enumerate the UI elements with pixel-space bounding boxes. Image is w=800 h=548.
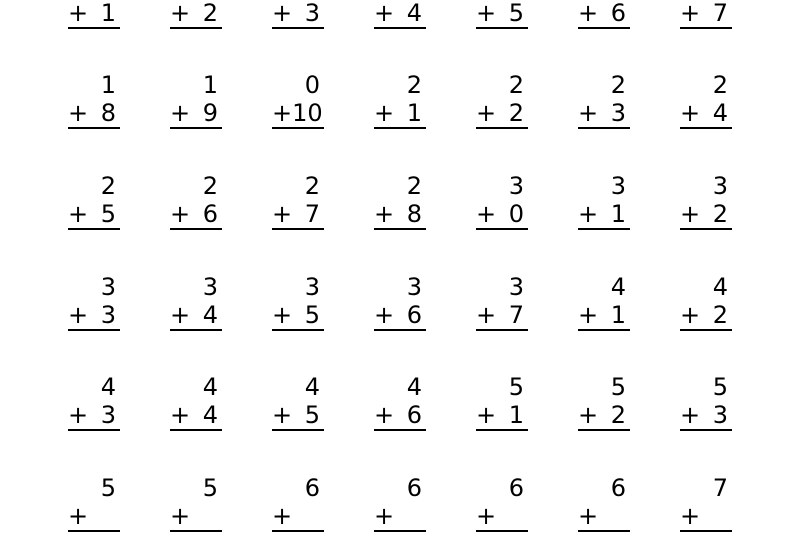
bottom-line [476,1,524,25]
addition-problem [578,275,630,347]
addition-problem [272,275,324,347]
bottom-line [68,1,116,25]
addition-problem [578,476,630,548]
bottom-line [374,202,422,226]
bottom-addend: 3 [304,0,320,27]
bottom-addend: 4 [406,0,422,27]
bottom-line [476,101,524,125]
addition-problem [578,375,630,447]
plus-sign: + [374,200,395,228]
answer-line [272,228,324,230]
plus-sign: + [68,200,89,228]
addition-problem [68,275,120,347]
bottom-addend: 5 [508,0,524,27]
top-addend: 3 [712,172,728,200]
top-addend: 6 [406,474,422,502]
plus-sign: + [170,0,191,27]
bottom-line [272,504,320,528]
top-addend: 2 [100,172,116,200]
plus-sign: + [374,401,395,429]
top-addend: 4 [712,273,728,301]
bottom-line [476,303,524,327]
top-addend: 3 [406,273,422,301]
top-addend: 1 [100,71,116,99]
addition-problem [578,174,630,246]
bottom-addend: 4 [202,401,218,429]
bottom-addend: 3 [100,401,116,429]
plus-sign: + [272,0,293,27]
bottom-line [68,403,116,427]
plus-sign: + [578,502,599,530]
answer-line [170,27,222,29]
plus-sign: + [476,0,497,27]
top-addend: 3 [304,273,320,301]
plus-sign: + [272,200,293,228]
answer-line [170,228,222,230]
addition-problem [476,174,528,246]
top-addend: 2 [610,71,626,99]
bottom-line [272,202,320,226]
answer-line [680,27,732,29]
answer-line [68,228,120,230]
answer-line [170,429,222,431]
answer-line [374,127,426,129]
bottom-addend: 2 [508,99,524,127]
answer-line [476,429,528,431]
bottom-addend: 8 [100,99,116,127]
bottom-line [578,202,626,226]
answer-line [374,429,426,431]
answer-line [680,228,732,230]
addition-problem [680,73,732,145]
bottom-addend: 3 [712,401,728,429]
addition-problem [170,0,222,45]
answer-line [680,127,732,129]
addition-problem [476,275,528,347]
addition-problem [68,375,120,447]
answer-line [578,228,630,230]
bottom-addend: 0 [508,200,524,228]
plus-sign: + [170,401,191,429]
answer-line [476,228,528,230]
top-addend: 5 [100,474,116,502]
addition-problem [170,476,222,548]
bottom-addend: 3 [100,301,116,329]
addition-problem [170,174,222,246]
plus-sign: + [680,200,701,228]
bottom-addend: 9 [202,99,218,127]
answer-line [476,530,528,532]
answer-line [68,127,120,129]
addition-problem [68,476,120,548]
top-addend: 0 [304,71,320,99]
top-addend: 4 [610,273,626,301]
plus-sign: + [170,99,191,127]
bottom-addend: 1 [508,401,524,429]
addition-problem [170,73,222,145]
answer-line [374,228,426,230]
answer-line [170,530,222,532]
top-addend: 5 [610,373,626,401]
bottom-addend: 1 [610,200,626,228]
addition-problem [476,375,528,447]
bottom-addend: 10 [292,99,323,127]
bottom-addend: 2 [202,0,218,27]
plus-sign: + [170,502,191,530]
top-addend: 4 [202,373,218,401]
bottom-line [476,504,524,528]
bottom-line [170,202,218,226]
bottom-line [476,403,524,427]
addition-problem [272,375,324,447]
answer-line [68,27,120,29]
bottom-addend: 4 [712,99,728,127]
addition-problem [680,476,732,548]
plus-sign: + [578,99,599,127]
answer-line [374,329,426,331]
addition-problem [272,0,324,45]
addition-problem [578,73,630,145]
plus-sign: + [578,0,599,27]
bottom-line [68,303,116,327]
addition-problem [680,174,732,246]
top-addend: 2 [304,172,320,200]
answer-line [680,429,732,431]
addition-problem [374,73,426,145]
bottom-addend: 5 [304,401,320,429]
answer-line [578,27,630,29]
plus-sign: + [578,301,599,329]
plus-sign: + [476,502,497,530]
addition-problem [476,73,528,145]
bottom-line [374,403,422,427]
bottom-line [272,99,323,127]
bottom-addend: 6 [610,0,626,27]
bottom-addend: 2 [712,301,728,329]
bottom-line [578,101,626,125]
bottom-line [374,101,422,125]
top-addend: 6 [610,474,626,502]
plus-sign: + [578,401,599,429]
plus-sign: + [170,301,191,329]
bottom-line [170,504,218,528]
bottom-addend: 6 [406,301,422,329]
bottom-addend: 7 [712,0,728,27]
bottom-line [170,403,218,427]
answer-line [578,127,630,129]
answer-line [578,530,630,532]
bottom-line [680,202,728,226]
answer-line [374,27,426,29]
top-addend: 3 [508,273,524,301]
bottom-line [680,303,728,327]
answer-line [272,27,324,29]
addition-problem [68,174,120,246]
top-addend: 4 [304,373,320,401]
bottom-line [374,303,422,327]
top-addend: 2 [406,71,422,99]
answer-line [578,329,630,331]
bottom-addend: 1 [610,301,626,329]
answer-line [374,530,426,532]
addition-problem [578,0,630,45]
addition-problem [68,73,120,145]
plus-sign: + [68,502,89,530]
plus-sign: + [680,0,701,27]
bottom-line [578,504,626,528]
answer-line [272,530,324,532]
addition-problem [272,476,324,548]
bottom-line [272,303,320,327]
top-addend: 1 [202,71,218,99]
top-addend: 2 [712,71,728,99]
addition-problem [680,0,732,45]
bottom-line [170,303,218,327]
top-addend: 2 [406,172,422,200]
bottom-line [680,1,728,25]
plus-sign: + [476,200,497,228]
bottom-line [680,403,728,427]
bottom-line [68,504,116,528]
bottom-line [374,504,422,528]
plus-sign: + [374,99,395,127]
bottom-line [68,101,116,125]
addition-problem [272,174,324,246]
plus-sign: + [680,301,701,329]
bottom-line [578,403,626,427]
bottom-addend: 6 [406,401,422,429]
plus-sign: + [476,99,497,127]
top-addend: 3 [508,172,524,200]
plus-sign: + [476,401,497,429]
bottom-addend: 2 [610,401,626,429]
answer-line [578,429,630,431]
answer-line [272,127,324,129]
bottom-addend: 5 [100,200,116,228]
answer-line [272,329,324,331]
plus-sign: + [476,301,497,329]
bottom-addend: 4 [202,301,218,329]
top-addend: 3 [202,273,218,301]
bottom-addend: 5 [304,301,320,329]
bottom-addend: 3 [610,99,626,127]
addition-problem [680,375,732,447]
answer-line [68,530,120,532]
plus-sign: + [68,99,89,127]
bottom-addend: 1 [406,99,422,127]
addition-problem [680,275,732,347]
bottom-line [68,202,116,226]
bottom-addend: 1 [100,0,116,27]
answer-line [680,530,732,532]
addition-problem [272,73,324,145]
addition-problem [374,174,426,246]
plus-sign: + [680,502,701,530]
top-addend: 5 [712,373,728,401]
addition-problem [68,0,120,45]
plus-sign: + [272,301,293,329]
addition-problem [170,375,222,447]
answer-line [170,329,222,331]
bottom-addend: 7 [508,301,524,329]
plus-sign: + [374,0,395,27]
bottom-line [680,504,728,528]
plus-sign: + [68,401,89,429]
bottom-addend: 8 [406,200,422,228]
answer-line [272,429,324,431]
answer-line [476,27,528,29]
bottom-line [272,1,320,25]
top-addend: 6 [304,474,320,502]
top-addend: 7 [712,474,728,502]
bottom-addend: 2 [712,200,728,228]
answer-line [68,429,120,431]
bottom-line [272,403,320,427]
top-addend: 4 [100,373,116,401]
addition-problem [170,275,222,347]
bottom-line [374,1,422,25]
addition-problem [476,476,528,548]
answer-line [680,329,732,331]
top-addend: 3 [100,273,116,301]
plus-sign: + [68,301,89,329]
answer-line [476,127,528,129]
plus-sign: + [272,502,293,530]
plus-sign: + [68,0,89,27]
bottom-line [578,303,626,327]
bottom-line [170,101,218,125]
plus-sign: + [272,99,293,127]
bottom-addend: 6 [202,200,218,228]
answer-line [68,329,120,331]
addition-problem [374,0,426,45]
bottom-line [170,1,218,25]
plus-sign: + [680,99,701,127]
top-addend: 5 [508,373,524,401]
addition-problem [374,375,426,447]
bottom-line [578,1,626,25]
bottom-line [680,101,728,125]
top-addend: 4 [406,373,422,401]
addition-problem [476,0,528,45]
top-addend: 5 [202,474,218,502]
plus-sign: + [374,301,395,329]
plus-sign: + [272,401,293,429]
bottom-line [476,202,524,226]
plus-sign: + [170,200,191,228]
top-addend: 2 [508,71,524,99]
bottom-addend: 7 [304,200,320,228]
top-addend: 6 [508,474,524,502]
plus-sign: + [374,502,395,530]
top-addend: 2 [202,172,218,200]
addition-problem [374,476,426,548]
plus-sign: + [578,200,599,228]
plus-sign: + [680,401,701,429]
answer-line [170,127,222,129]
answer-line [476,329,528,331]
addition-problem [374,275,426,347]
top-addend: 3 [610,172,626,200]
